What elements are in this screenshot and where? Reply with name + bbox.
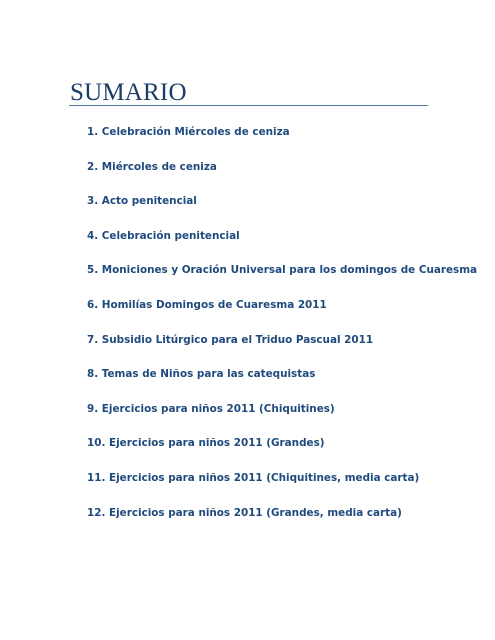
toc-item-5: 5. Moniciones y Oración Universal para los domingos de Cuaresma <box>87 264 478 277</box>
toc-item-9: 9. Ejercicios para niños 2011 (Chiquitines) <box>87 402 335 415</box>
toc-item-6: 6. Homilías Domingos de Cuaresma 2011 <box>87 298 327 311</box>
toc-item-11: 11. Ejercicios para niños 2011 (Chiquitines, media carta) <box>87 471 420 484</box>
toc-item-3: 3. Acto penitencial <box>87 195 197 208</box>
page-title: SUMARIO <box>70 79 187 106</box>
title-underline <box>69 105 428 106</box>
toc-item-12: 12. Ejercicios para niños 2011 (Grandes, media carta) <box>87 506 402 519</box>
toc-item-4: 4. Celebración penitencial <box>87 229 240 242</box>
toc-item-7: 7. Subsidio Litúrgico para el Triduo Pascual 2011 <box>87 333 374 346</box>
toc-item-10: 10. Ejercicios para niños 2011 (Grandes) <box>87 437 325 450</box>
table-of-contents <box>87 125 478 540</box>
toc-item-2: 2. Miércoles de ceniza <box>87 160 217 173</box>
toc-item-8: 8. Temas de Niños para las catequistas <box>87 368 316 381</box>
toc-item-1: 1. Celebración Miércoles de ceniza <box>87 126 290 138</box>
